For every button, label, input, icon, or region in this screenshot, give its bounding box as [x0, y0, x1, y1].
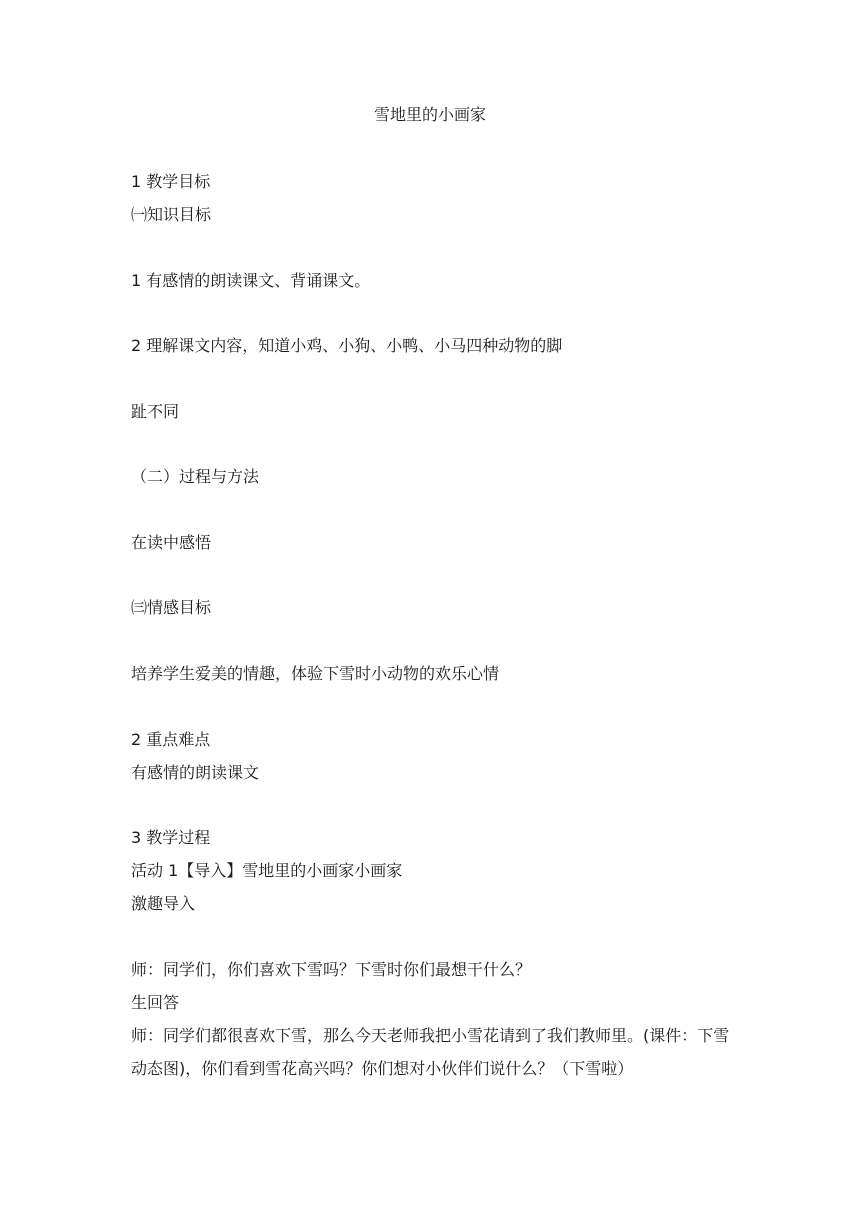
section-heading-teaching-process: 3 教学过程 — [131, 828, 211, 847]
final-paragraph: 师：同学们都很喜欢下雪，那么今天老师我把小雪花请到了我们教师里。(课件：下雪动态图)，你们看到雪花高兴吗？你们想对小伙伴们说什么？（下雪啦） — [131, 1026, 730, 1078]
text-line: 2 理解课文内容，知道小鸡、小狗、小鸭、小马四种动物的脚 — [131, 336, 563, 355]
text-line: 有感情的朗读课文 — [131, 763, 260, 782]
text-line: 1 有感情的朗读课文、背诵课文。 — [131, 271, 371, 290]
section-heading-key-points: 2 重点难点 — [131, 730, 211, 749]
text-line: 生回答 — [131, 993, 180, 1012]
text-line: 师：同学们，你们喜欢下雪吗？下雪时你们最想干什么？ — [131, 960, 532, 979]
text-line: 趾不同 — [131, 402, 180, 421]
document-title: 雪地里的小画家 — [373, 105, 486, 124]
subheading-process-methods: （二）过程与方法 — [131, 467, 260, 486]
text-line: 培养学生爱美的情趣，体验下雪时小动物的欢乐心情 — [131, 664, 500, 683]
section-heading-teaching-goals: 1 教学目标 — [131, 172, 211, 191]
subheading-knowledge-goals: ㈠知识目标 — [131, 205, 212, 224]
text-line: 激趣导入 — [131, 894, 196, 913]
subheading-emotion-goals: ㈢情感目标 — [131, 598, 212, 617]
activity-heading: 活动 1【导入】雪地里的小画家小画家 — [131, 861, 403, 880]
text-line: 在读中感悟 — [131, 533, 212, 552]
